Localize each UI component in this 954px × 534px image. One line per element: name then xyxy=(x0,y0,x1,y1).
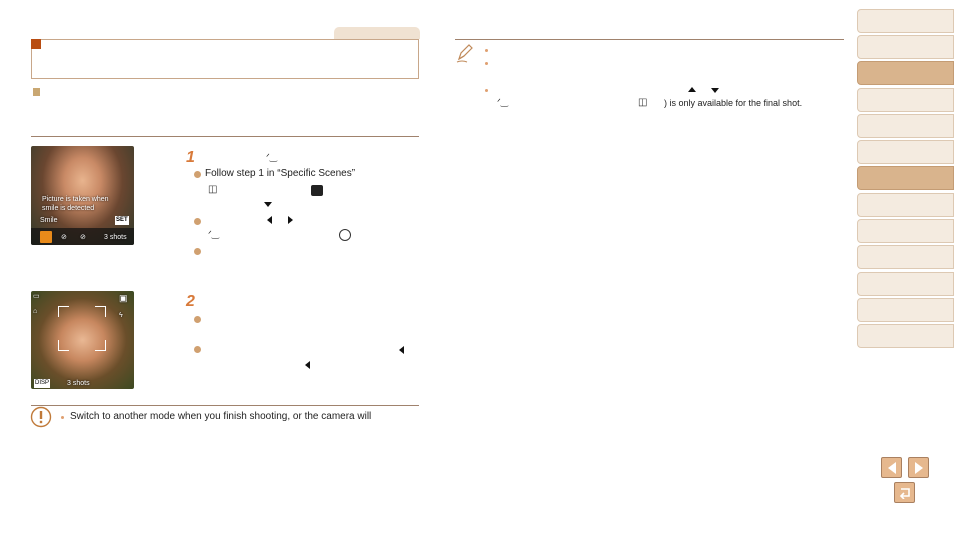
step1-text: Follow step 1 in “Specific Scenes” xyxy=(205,168,356,179)
nav-tab-5[interactable] xyxy=(857,114,954,138)
section-tab xyxy=(334,27,420,39)
nav-tab-6[interactable] xyxy=(857,140,954,164)
nav-tab-9[interactable] xyxy=(857,219,954,243)
caution-divider xyxy=(31,405,419,406)
overlay-line-2: smile is detected xyxy=(42,205,95,212)
face-option-icon: ⊘ xyxy=(80,234,86,241)
page-ref-icon: ◫ xyxy=(638,97,648,108)
nav-tab-10[interactable] xyxy=(857,245,954,269)
option-bar xyxy=(31,228,134,245)
nav-tab-13[interactable] xyxy=(857,324,954,348)
face-frame-tl xyxy=(58,306,69,317)
title-marker-icon xyxy=(31,39,41,49)
return-button[interactable] xyxy=(894,482,915,503)
bullet xyxy=(485,49,488,52)
pencil-icon xyxy=(455,42,475,64)
scene-icon xyxy=(311,185,323,196)
battery-icon: ▭ xyxy=(33,293,40,300)
overlay-mode-label: Smile xyxy=(40,217,58,224)
shots-count: 3 shots xyxy=(67,380,90,387)
wink-option-icon: ⊘ xyxy=(61,234,67,241)
caution-icon xyxy=(30,406,52,428)
bullet xyxy=(61,416,64,419)
page-ref-icon: ◫ xyxy=(208,184,218,195)
nav-tab-7[interactable] xyxy=(857,166,954,190)
face-frame-tr xyxy=(95,306,106,317)
tip-divider xyxy=(455,39,844,40)
bullet xyxy=(485,89,488,92)
left-arrow-icon xyxy=(888,462,896,474)
right-arrow-icon xyxy=(288,216,293,224)
nav-tab-4[interactable] xyxy=(857,88,954,112)
return-icon xyxy=(898,487,912,499)
nav-tab-11[interactable] xyxy=(857,272,954,296)
bullet xyxy=(194,218,201,225)
shots-count: 3 shots xyxy=(104,234,127,241)
lock-icon: ⌂ xyxy=(33,308,38,315)
scene-mode-icon: ▣ xyxy=(119,293,128,303)
bullet xyxy=(194,171,201,178)
smile-icon: ᐟ‿ xyxy=(208,229,220,239)
left-arrow-icon xyxy=(305,361,310,369)
face-frame-br xyxy=(95,340,106,351)
page-title-box xyxy=(31,39,419,79)
smile-option-icon xyxy=(40,231,52,243)
down-arrow-icon xyxy=(711,88,719,93)
set-badge: SET xyxy=(116,217,128,223)
note-marker-icon xyxy=(33,88,40,96)
caution-text: Switch to another mode when you finish shooting, or the camera will xyxy=(70,411,372,422)
bullet xyxy=(194,316,201,323)
func-set-button-icon xyxy=(339,229,351,241)
nav-tab-12[interactable] xyxy=(857,298,954,322)
smile-icon: ᐟ‿ xyxy=(266,152,278,162)
camera-screen-shooting xyxy=(31,291,134,389)
section-divider xyxy=(31,136,419,137)
down-arrow-icon xyxy=(264,202,272,207)
bullet xyxy=(485,62,488,65)
next-page-button[interactable] xyxy=(908,457,929,478)
bullet xyxy=(194,248,201,255)
bullet xyxy=(194,346,201,353)
left-arrow-icon xyxy=(267,216,272,224)
disp-badge: DISP xyxy=(35,380,50,386)
right-arrow-icon xyxy=(915,462,923,474)
camera-screen-smile-menu xyxy=(31,146,134,245)
nav-tab-2[interactable] xyxy=(857,35,954,59)
overlay-line-1: Picture is taken when xyxy=(42,196,109,203)
nav-tab-8[interactable] xyxy=(857,193,954,217)
nav-tab-3[interactable] xyxy=(857,61,954,85)
step-number: 2 xyxy=(186,293,195,310)
step-number: 1 xyxy=(186,149,195,166)
previous-page-button[interactable] xyxy=(881,457,902,478)
smile-icon: ᐟ‿ xyxy=(497,97,509,107)
up-arrow-icon xyxy=(688,87,696,92)
flash-icon: ϟ xyxy=(119,312,123,319)
nav-tab-1[interactable] xyxy=(857,9,954,33)
face-frame-bl xyxy=(58,340,69,351)
tip-text: ) is only available for the final shot. xyxy=(664,98,803,108)
left-arrow-icon xyxy=(399,346,404,354)
